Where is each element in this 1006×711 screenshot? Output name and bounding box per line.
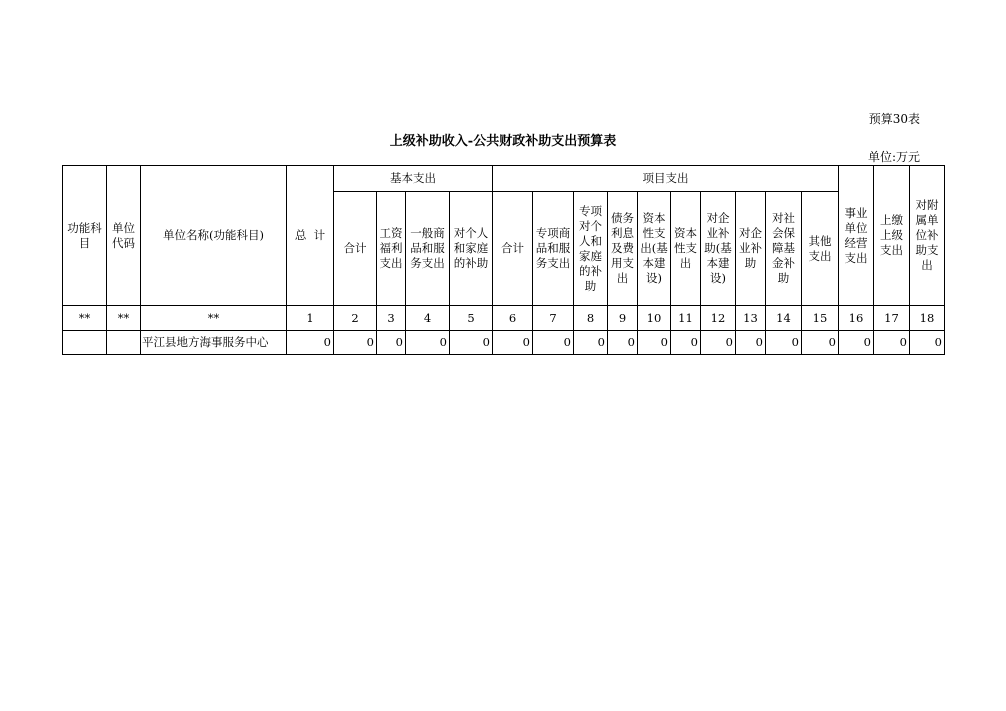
row-unit-code — [107, 331, 141, 355]
index-cell: 8 — [574, 306, 608, 331]
row-value-cell: 0 — [608, 331, 638, 355]
row-value-cell: 0 — [839, 331, 874, 355]
header-basic-expense: 基本支出 — [334, 166, 493, 192]
row-value-cell: 0 — [701, 331, 736, 355]
row-value-cell: 0 — [910, 331, 945, 355]
index-cell: 4 — [406, 306, 450, 331]
index-cell: 16 — [839, 306, 874, 331]
row-value-cell: 0 — [671, 331, 701, 355]
header-basic-personal: 对个人和家庭的补助 — [450, 192, 493, 306]
index-cell: 13 — [736, 306, 766, 331]
row-value-cell: 0 — [638, 331, 671, 355]
header-project-capital-construction: 资本性支出(基本建设) — [638, 192, 671, 306]
header-basic-total: 合计 — [334, 192, 377, 306]
header-project-enterprise: 对企业补助 — [736, 192, 766, 306]
header-subsidiary: 对附属单位补助支出 — [910, 166, 945, 306]
index-cell: 1 — [287, 306, 334, 331]
row-value-cell: 0 — [533, 331, 574, 355]
index-cell: 3 — [377, 306, 406, 331]
row-value-cell: 0 — [874, 331, 910, 355]
header-unit-name: 单位名称(功能科目) — [141, 166, 287, 306]
index-cell: ** — [141, 306, 287, 331]
row-value-cell: 0 — [736, 331, 766, 355]
header-project-other: 其他支出 — [802, 192, 839, 306]
row-value-cell: 0 — [802, 331, 839, 355]
row-value-cell: 0 — [450, 331, 493, 355]
header-basic-goods: 一般商品和服务支出 — [406, 192, 450, 306]
row-value-cell: 0 — [334, 331, 377, 355]
index-cell: 10 — [638, 306, 671, 331]
header-upper-expense: 上缴上级支出 — [874, 166, 910, 306]
index-cell: 5 — [450, 306, 493, 331]
header-project-capital: 资本性支出 — [671, 192, 701, 306]
index-cell: ** — [107, 306, 141, 331]
table-row — [63, 331, 945, 355]
header-project-social-security: 对社会保障基金补助 — [766, 192, 802, 306]
header-row-1 — [63, 166, 945, 192]
index-cell: ** — [63, 306, 107, 331]
row-unit-name: 平江县地方海事服务中心 — [141, 331, 287, 355]
row-value-cell: 0 — [377, 331, 406, 355]
row-value-cell: 0 — [574, 331, 608, 355]
index-cell: 14 — [766, 306, 802, 331]
header-project-total: 合计 — [493, 192, 533, 306]
header-biz-expense: 事业单位经营支出 — [839, 166, 874, 306]
index-cell: 17 — [874, 306, 910, 331]
index-cell: 2 — [334, 306, 377, 331]
header-func-subject: 功能科目 — [63, 166, 107, 306]
budget-table — [62, 165, 945, 355]
index-row — [63, 306, 945, 331]
index-cell: 6 — [493, 306, 533, 331]
index-cell: 18 — [910, 306, 945, 331]
header-basic-wages: 工资福利支出 — [377, 192, 406, 306]
index-cell: 7 — [533, 306, 574, 331]
form-number: 预算30表 — [868, 112, 920, 126]
index-cell: 9 — [608, 306, 638, 331]
row-value-cell: 0 — [287, 331, 334, 355]
row-value-cell: 0 — [493, 331, 533, 355]
header-project-goods: 专项商品和服务支出 — [533, 192, 574, 306]
row-value-cell: 0 — [406, 331, 450, 355]
index-cell: 11 — [671, 306, 701, 331]
row-value-cell: 0 — [766, 331, 802, 355]
header-project-enterprise-construction: 对企业补助(基本建设) — [701, 192, 736, 306]
page-title: 上级补助收入-公共财政补助支出预算表 — [389, 134, 617, 149]
index-cell: 15 — [802, 306, 839, 331]
header-unit-code: 单位代码 — [107, 166, 141, 306]
header-project-debt: 债务利息及费用支出 — [608, 192, 638, 306]
header-project-personal: 专项对个人和家庭的补助 — [574, 192, 608, 306]
header-project-expense: 项目支出 — [493, 166, 839, 192]
row-func-subject — [63, 331, 107, 355]
index-cell: 12 — [701, 306, 736, 331]
header-total: 总 计 — [287, 166, 334, 306]
unit-label: 单位:万元 — [867, 150, 920, 164]
